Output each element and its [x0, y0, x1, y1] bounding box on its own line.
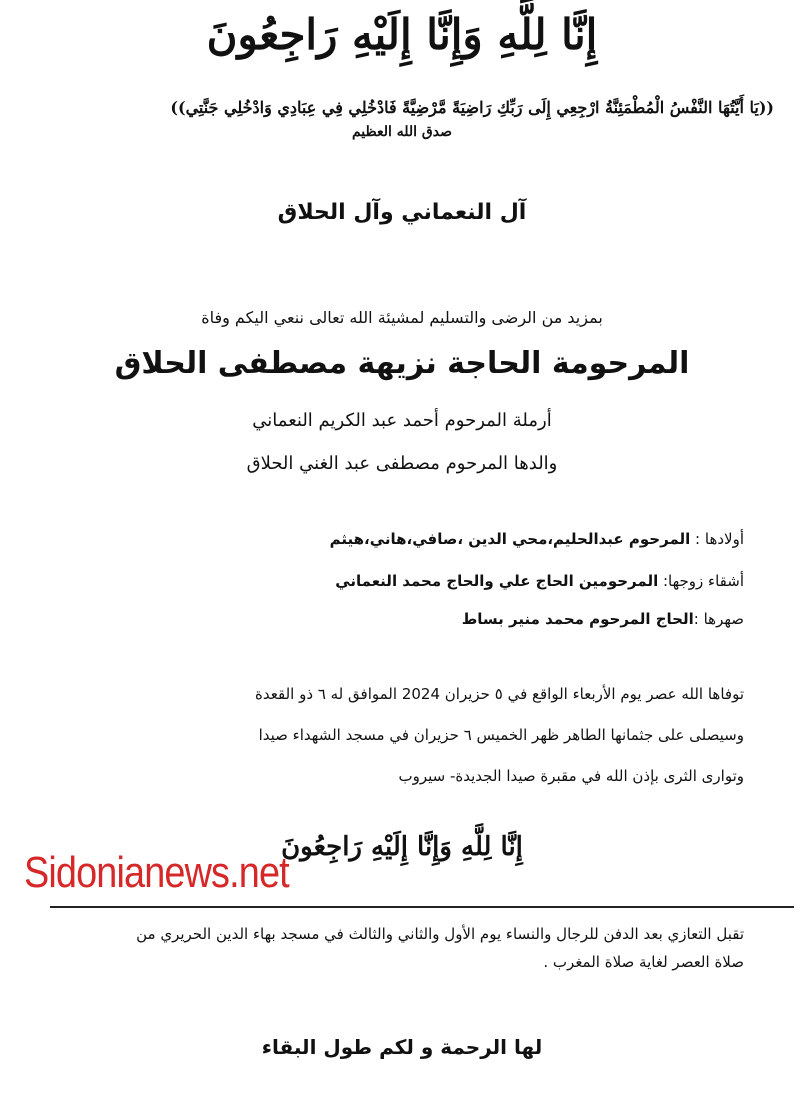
father-line: والدها المرحوم مصطفى عبد الغني الحلاق	[246, 453, 558, 474]
watermark-logo: Sidonianews.net	[24, 848, 289, 897]
announcement-intro: بمزيد من الرضى والتسليم لمشيئة الله تعالى ننعي اليكم وفاة	[201, 308, 603, 327]
condolence-line-2: صلاة العصر لغاية صلاة المغرب .	[543, 953, 744, 971]
funeral-prayer-line: وسيصلى على جثمانها الطاهر ظهر الخميس ٦ حزيران في مسجد الشهداء صيدا	[258, 726, 744, 744]
in-laws-value: المرحومين الحاج علي والحاج محمد النعماني	[335, 572, 659, 590]
son-in-law-label: صهرها :	[693, 610, 744, 628]
in-laws-label: أشقاء زوجها:	[658, 572, 744, 590]
header-verse: إِنَّا لِلَّهِ وَإِنَّا إِلَيْهِ رَاجِعُونَ	[206, 10, 598, 59]
closing-phrase: لها الرحمة و لكم طول البقاء	[261, 1035, 543, 1059]
divider-line	[50, 906, 794, 908]
in-laws-line	[335, 572, 744, 590]
death-date-line: توفاها الله عصر يوم الأربعاء الواقع في ٥ حزيران 2024 الموافق له ٦ ذو القعدة	[255, 685, 744, 703]
children-label: أولادها :	[690, 530, 744, 548]
deceased-name: المرحومة الحاجة نزيهة مصطفى الحلاق	[114, 346, 690, 381]
children-line	[330, 530, 744, 548]
quran-verse: ((يَا أَيَّتُهَا النَّفْسُ الْمُطْمَئِنَّةُ ارْجِعِي إِلَى رَبِّكِ رَاضِيَةً مَّرْضِيَّةً فَادْخُلِي فِي عِبَادِي وَادْخُلِي جَنَّتِي))	[170, 98, 774, 117]
verse-attribution: صدق الله العظيم	[351, 124, 453, 140]
burial-line: وتوارى الثرى بإذن الله في مقبرة صيدا الجديدة- سيروب	[398, 767, 744, 785]
footer-verse: إِنَّا لِلَّهِ وَإِنَّا إِلَيْهِ رَاجِعُونَ	[281, 832, 523, 862]
son-in-law-line	[462, 610, 744, 628]
son-in-law-value: الحاج المرحوم محمد منير بساط	[461, 610, 694, 628]
condolence-line-1: تقبل التعازي بعد الدفن للرجال والنساء يوم الأول والثاني والثالث في مسجد بهاء الدين الحريري من	[136, 925, 744, 943]
families-heading: آل النعماني وآل الحلاق	[277, 200, 527, 225]
children-value: المرحوم عبدالحليم،محي الدين ،صافي،هاني،هيثم	[329, 530, 691, 548]
widow-of-line: أرملة المرحوم أحمد عبد الكريم النعماني	[252, 410, 552, 431]
